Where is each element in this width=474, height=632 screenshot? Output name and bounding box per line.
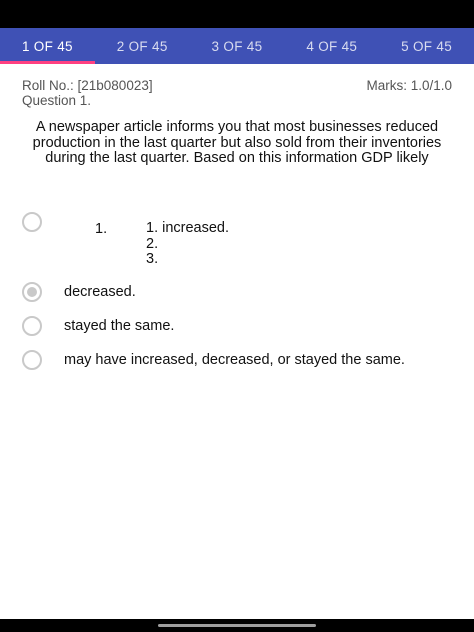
tab-question-4[interactable]: 4 OF 45 — [306, 38, 358, 54]
tab-question-3[interactable]: 3 OF 45 — [211, 38, 263, 54]
option-2-label[interactable]: decreased. — [64, 284, 136, 300]
radio-selected-dot — [27, 287, 37, 297]
option-2-radio[interactable] — [22, 282, 42, 302]
option-1-list-item: 1. increased. — [146, 220, 230, 236]
marks-label: Marks: 1.0/1.0 — [366, 78, 452, 93]
option-1-radio[interactable] — [22, 212, 42, 232]
question-text: A newspaper article informs you that most businesses reduced production in the last quarter but also sold from their inventories during the last quarter. Based on this information GDP likely — [32, 119, 442, 166]
option-4-radio[interactable] — [22, 350, 42, 370]
tab-question-5[interactable]: 5 OF 45 — [401, 38, 453, 54]
option-1-number: 1. — [95, 221, 108, 237]
option-1-list-item: 3. — [146, 251, 159, 267]
question-meta — [22, 78, 153, 108]
status-bar — [0, 0, 474, 28]
option-3-label[interactable]: stayed the same. — [64, 318, 175, 334]
option-4-label[interactable]: may have increased, decreased, or stayed the same. — [64, 352, 405, 368]
option-1-list — [146, 221, 229, 268]
question-tab-bar — [0, 28, 474, 64]
tab-question-1[interactable]: 1 OF 45 — [0, 28, 95, 64]
home-indicator[interactable] — [158, 624, 316, 627]
option-3-radio[interactable] — [22, 316, 42, 336]
tab-question-2[interactable]: 2 OF 45 — [116, 38, 168, 54]
question-number: Question 1. — [22, 93, 92, 108]
roll-number: Roll No.: [21b080023] — [22, 78, 153, 93]
option-1-list-item: 2. — [146, 235, 159, 252]
